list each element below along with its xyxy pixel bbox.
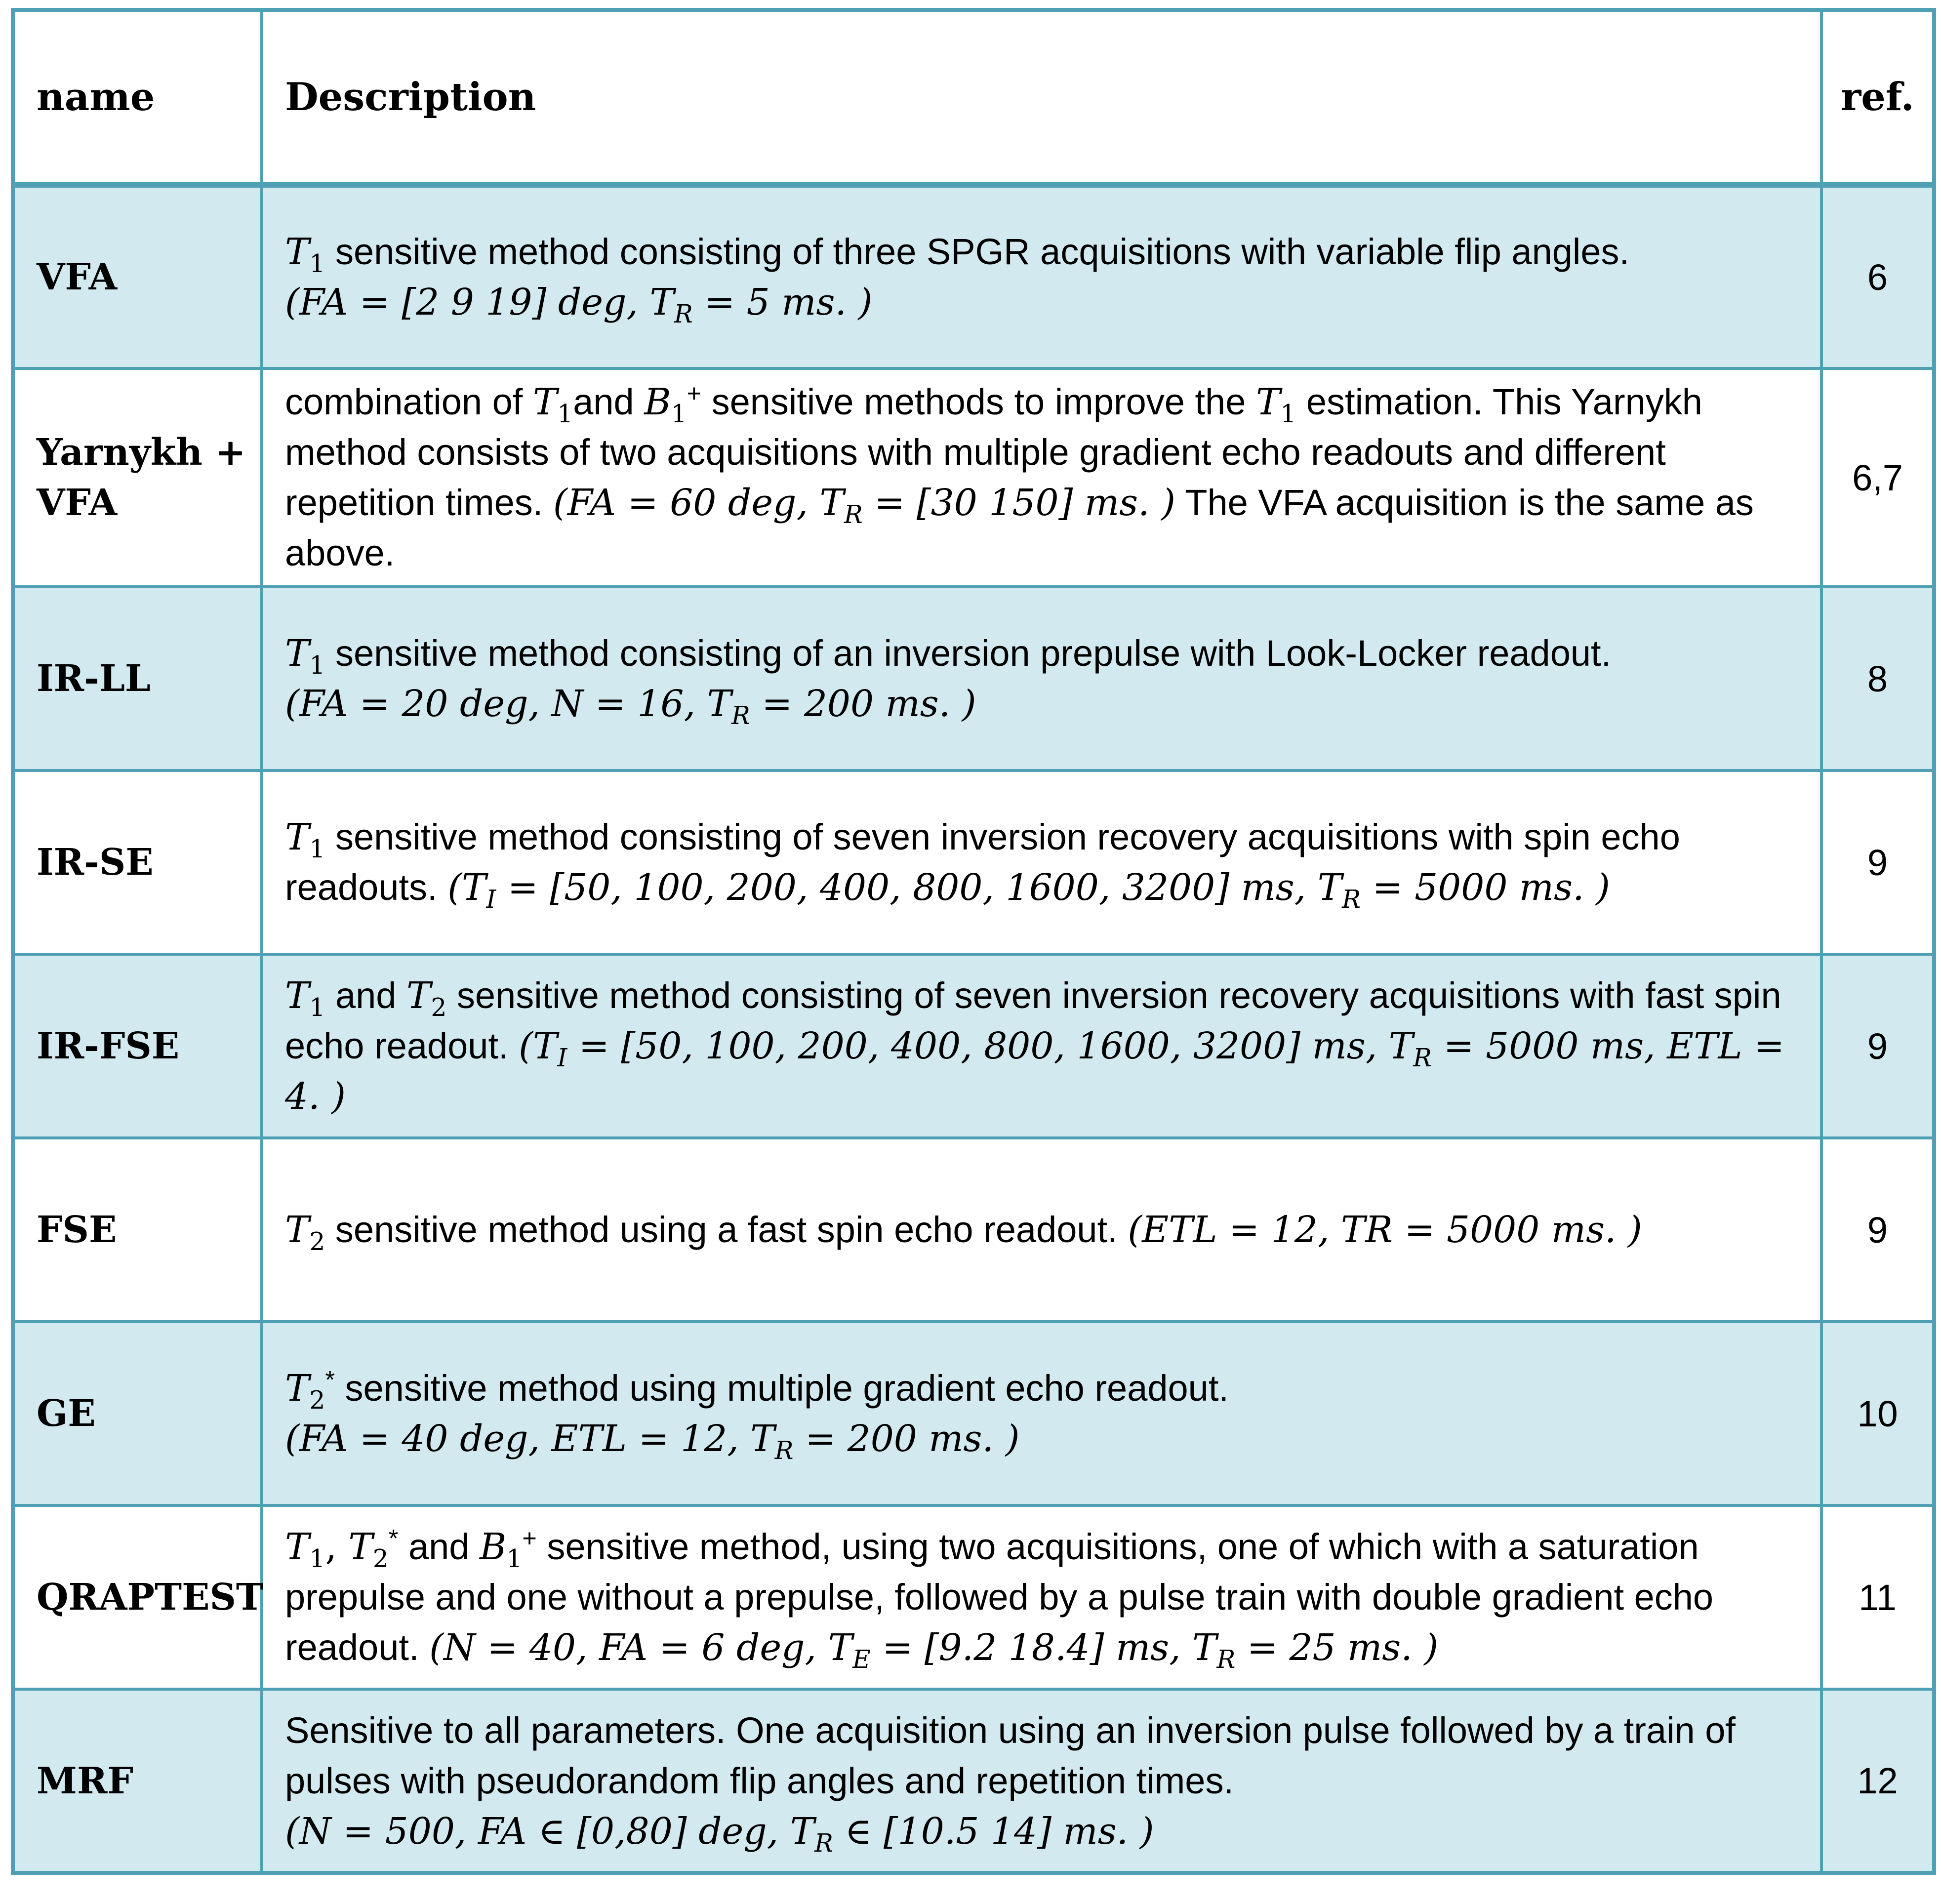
table-row <box>13 587 1934 770</box>
method-ref: 12 <box>1821 1689 1934 1873</box>
method-ref: 9 <box>1821 1138 1934 1322</box>
table-row <box>13 1689 1934 1873</box>
header-description: Description <box>262 10 1821 185</box>
method-description: $T_1$ sensitive method consisting of three SPGR acquisitions with variable flip angles. (FA = [2 9 19] deg, $T_R = 5$ ms. ) <box>262 185 1821 368</box>
method-description: $T_2^*$ sensitive method using multiple gradient echo readout. (FA = 40 deg, ETL = 12, $T_R = 200$ ms. ) <box>262 1322 1821 1505</box>
method-name: IR-LL <box>13 587 262 770</box>
method-name: MRF <box>13 1689 262 1873</box>
method-ref: 8 <box>1821 587 1934 770</box>
header-ref: ref. <box>1821 10 1934 185</box>
method-name: QRAPTEST <box>13 1505 262 1689</box>
method-name: GE <box>13 1322 262 1505</box>
method-name: IR-SE <box>13 770 262 954</box>
method-ref: 6,7 <box>1821 368 1934 587</box>
method-description: $T_1$, $T_2^*$ and $B_1^+$ sensitive method, using two acquisitions, one of which with a saturation prepulse and one without a prepulse, followed by a pulse train with double gradient echo readout. (N = 40, FA = 6 deg, $T_E = [9.2$ 18.4] ms, $T_R = 25$ ms. ) <box>262 1505 1821 1689</box>
method-ref: 9 <box>1821 770 1934 954</box>
table-row <box>13 1505 1934 1689</box>
method-ref: 9 <box>1821 954 1934 1138</box>
method-name: Yarnykh + VFA <box>13 368 262 587</box>
method-name: FSE <box>13 1138 262 1322</box>
method-ref: 11 <box>1821 1505 1934 1689</box>
table-row <box>13 954 1934 1138</box>
header-row <box>13 10 1934 185</box>
method-ref: 6 <box>1821 185 1934 368</box>
method-description: $T_1$ sensitive method consisting of seven inversion recovery acquisitions with spin echo readouts. ($T_I = [50$, 100, 200, 400, 800, 1600, 3200] ms, $T_R = 5000$ ms. ) <box>262 770 1821 954</box>
table-row <box>13 1322 1934 1505</box>
table-row <box>13 185 1934 368</box>
header-name: name <box>13 10 262 185</box>
table-row <box>13 770 1934 954</box>
method-description: combination of $T_1and$ $B_1^+$ sensitive methods to improve the $T_1$ estimation. This Yarnykh method consists of two acquisitions with multiple gradient echo readouts and different repetition times. (FA = 60 deg, $T_R = [30$ 150] ms. ) The VFA acquisition is the same as above. <box>262 368 1821 587</box>
method-description: $T_1$ sensitive method consisting of an inversion prepulse with Look-Locker readout. (FA = 20 deg, N = 16, $T_R = 200$ ms. ) <box>262 587 1821 770</box>
method-ref: 10 <box>1821 1322 1934 1505</box>
table-row <box>13 368 1934 587</box>
table-row <box>13 1138 1934 1322</box>
method-name: VFA <box>13 185 262 368</box>
method-name: IR-FSE <box>13 954 262 1138</box>
method-description: $T_1$ and $T_2$ sensitive method consisting of seven inversion recovery acquisitions with fast spin echo readout. ($T_I = [50$, 100, 200, 400, 800, 1600, 3200] ms, $T_R = 5000$ ms, ETL = 4. ) <box>262 954 1821 1138</box>
method-description: Sensitive to all parameters. One acquisition using an inversion pulse followed by a train of pulses with pseudorandom flip angles and repetition times. (N = 500, FA ∈ [0,80] deg, $T_R$ ∈ [10.5 14] ms. ) <box>262 1689 1821 1873</box>
method-description: $T_2$ sensitive method using a fast spin echo readout. (ETL = 12, TR = 5000 ms. ) <box>262 1138 1821 1322</box>
methods-table <box>11 8 1936 1875</box>
